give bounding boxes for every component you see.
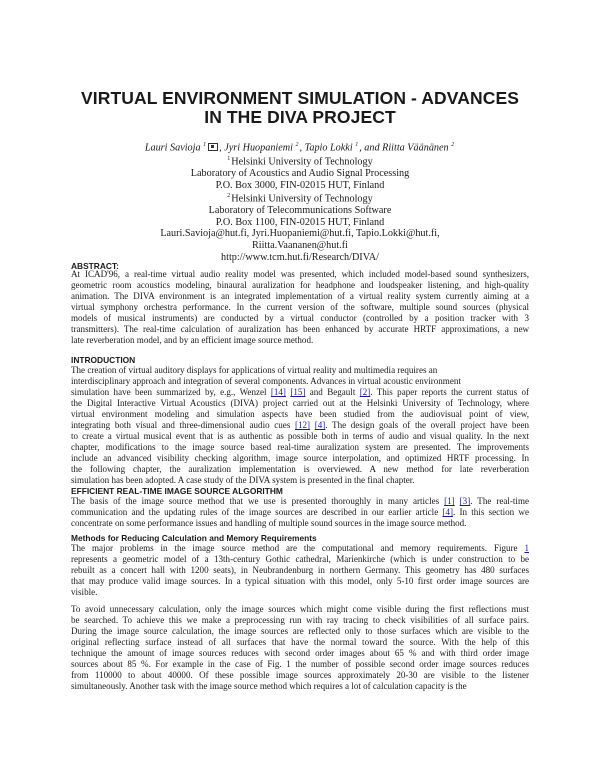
text-run: transmitters). The real-time calculation of auralization has been enhanced by accurate HRTF approximations, a new [71,324,529,334]
text-line [71,269,529,280]
text-line [71,291,529,302]
affiliation-text: P.O. Box 3000, FIN-02015 HUT, Finland [215,179,385,191]
text-line [71,659,529,670]
text-run: visible. [71,587,98,597]
text-line [71,376,529,387]
citation-link[interactable]: [2] [359,387,371,397]
affiliation-line [40,228,560,240]
text-line [71,335,529,346]
text-line [71,615,529,626]
introduction-text [71,365,529,486]
text-run: At ICAD'96, a real-time virtual audio reality model was presented, which included model-based sound synthesizers, [71,269,529,279]
text-run: geometric room acoustics modeling, binaural auralization for headphone and loudspeaker listening, and high-quality [71,280,529,290]
text-line [71,398,529,409]
text-run: rebuilt as a concert hall with 1200 seats), in Neubrandenburg in northern Germany. This geometry has 480 surfaces [71,565,529,575]
text-run: The basis of the image source method that we use is presented thoroughly in many articles [71,496,445,506]
text-run: . The real-time [470,496,529,506]
text-line [71,681,529,692]
affiliation-line [40,191,560,205]
author-block [40,140,560,263]
text-line [71,670,529,681]
text-run: . In this section we [453,507,529,517]
author-name-segment: , Jyri Huopaniemi [219,142,296,154]
text-run: include an advanced visibility checking algorithm, image source interpolation, and optimized HRTF processing. In [71,453,529,463]
author-name-segment: , and Riitta Väänänen [359,142,452,154]
affiliation-marker: 2 [295,142,299,148]
text-line [71,543,529,554]
author-name-segment: Lauri Savioja [144,142,204,154]
text-run: simulation has been adopted. A case study of the DIVA system is presented in the final chapter. [71,475,415,485]
text-run: The creation of virtual auditory displays for applications of virtual reality and multimedia requires an [71,365,438,375]
text-line [71,442,529,453]
text-line [71,565,529,576]
text-line [71,637,529,648]
affiliation-text: http://www.tcm.hut.fi/Research/DIVA/ [221,251,379,263]
text-line [71,313,529,324]
text-line [71,648,529,659]
affiliation-marker: 2 [451,142,455,148]
avoid-calculation-text [71,604,529,692]
text-line [71,626,529,637]
citation-link[interactable]: [4] [442,507,454,517]
text-line [71,453,529,464]
text-run: that may produce valid image sources. In a typical situation with this model, only 5-10 first order image sources are [71,576,529,586]
text-line [71,387,529,398]
citation-link[interactable]: [3] [459,496,471,506]
text-run: to create a virtual musical event that is as authentic as possible both in terms of audio and visual quality. In the next [71,431,529,441]
citation-link[interactable]: [1] [444,496,455,506]
affiliation-text: Lauri.Savioja@hut.fi, Jyri.Huopaniemi@hut.fi, Tapio.Lokki@hut.fi, [160,228,440,240]
text-line [71,409,529,420]
text-run: models of musical instruments) are conducted by a virtual conductor (controlled by a position tracker with 3 [71,313,529,323]
text-run: technique the amount of image sources reduces with second order images about 65 % and with third order image [71,648,529,658]
affiliation-text: Laboratory of Acoustics and Audio Signal Processing [190,167,410,179]
affiliation-text: P.O. Box 1100, FIN-02015 HUT, Finland [215,216,385,228]
citation-link[interactable]: [4] [314,420,326,430]
text-run: interdisciplinary approach and integration of several components. Advances in virtual acoustic environment [71,376,461,386]
text-line [71,464,529,475]
text-run: integrating both visual and three-dimensional audio cues [71,420,295,430]
paper-title-line-1: VIRTUAL ENVIRONMENT SIMULATION - ADVANCES [80,88,520,108]
text-run: . This paper reports the current status of [370,387,529,397]
text-run: simulation have been summarized by, e.g., Wenzel [71,387,271,397]
affiliation-line [40,168,560,180]
text-run: virtual symphony orchestra performance. In the current version of the software, multiple sound sources (physical [71,302,529,312]
affiliation-marker: 1 [227,155,231,162]
text-line [71,576,529,587]
text-line [71,302,529,313]
affiliation-line [40,180,560,192]
citation-link[interactable]: 1 [524,543,529,553]
introduction-heading: INTRODUCTION [71,355,136,365]
abstract-heading: ABSTRACT: [71,261,119,271]
text-line [71,496,529,507]
text-run: from 110000 to about 40000. Of these possible image sources approximately 20-30 are visible to the listener [71,670,529,680]
affiliation-marker: 1 [203,142,207,148]
text-line [71,420,529,431]
text-run: sources about 85 %. For example in the case of Fig. 1 the number of possible second order image sources reduces [71,659,529,669]
text-run: . The design goals of the overall project have been [325,420,529,430]
affiliation-marker: 2 [227,193,231,200]
author-names [40,140,560,154]
affiliation-line [40,240,560,252]
text-line [71,604,529,615]
text-run: original reflecting surface instead of all surfaces that have the normal toward the source. With the help of this [71,637,529,647]
abstract-text [71,269,529,346]
affiliation-line [40,154,560,168]
methods-text [71,543,529,598]
citation-link[interactable]: [14] [270,387,286,397]
envelope-icon [208,143,218,151]
text-run: be searched. To achieve this we make a preprocessing run with ray tracing to check visibilities of all surface pairs. [71,615,529,625]
text-line [71,587,529,598]
text-line [71,431,529,442]
affiliations [40,154,560,263]
text-run: To avoid unnecessary calculation, only the image sources which might come visible during the first reflections must [71,604,529,614]
text-run: represents a geometric model of a 13th-century Gothic cathedral, Marienkirche (which is under construction to be [71,554,529,564]
text-run: animation. The DIVA environment is an integrated implementation of a virtual reality system currently aiming at a [71,291,529,301]
text-line [71,365,529,376]
citation-link[interactable]: [12] [295,420,311,430]
affiliation-text: Helsinki University of Technology [231,193,373,205]
text-run: concentrate on some performance issues and handling of multiple sound sources in the image source method. [71,518,467,528]
methods-heading: Methods for Reducing Calculation and Memory Requirements [71,533,317,543]
affiliation-line [40,217,560,229]
affiliation-text: Riitta.Vaananen@hut.fi [252,239,348,251]
text-run: communication and the updating rules of the image sources are described in our earlier article [71,507,443,517]
affiliation-marker: 1 [355,142,359,148]
affiliation-text: Helsinki University of Technology [231,156,373,168]
text-line [71,518,529,529]
affiliation-line [40,205,560,217]
text-run: late reverberation model, and by an efficient image source method. [71,335,314,345]
efficient-algorithm-text [71,496,529,529]
text-run: During the image source calculation, the image sources are reflected only to those surfaces which are visible to the [71,626,529,636]
text-line [71,507,529,518]
text-run: the Digital Interactive Virtual Acoustics (DIVA) project carried out at the Helsinki University of Technology, where [71,398,529,408]
text-line [71,324,529,335]
text-run: The major problems in the image source method are the computational and memory requirements. Figure [71,543,525,553]
citation-link[interactable]: [15] [290,387,306,397]
text-run: simultaneously. Another task with the image source method which requires a lot of calculation capacity is the [71,681,467,691]
text-line [71,554,529,565]
text-run: chapter, modifications to the image source based real-time auralization system are presented. The improvements [71,442,529,452]
text-run: virtual environment modeling and simulation aspects have been studied from the audiovisual point of view, [71,409,529,419]
author-name-segment: , Tapio Lokki [299,142,356,154]
text-run: the following chapter, the auralization implementation is overviewed. A new method for late reverberation [71,464,529,474]
text-line [71,280,529,291]
affiliation-text: Laboratory of Telecommunications Software [208,205,392,217]
text-run: and Begault [305,387,360,397]
efficient-algorithm-heading: EFFICIENT REAL-TIME IMAGE SOURCE ALGORITHM [71,486,283,496]
text-line [71,475,529,486]
paper-title-line-2: IN THE DIVA PROJECT [204,107,396,127]
